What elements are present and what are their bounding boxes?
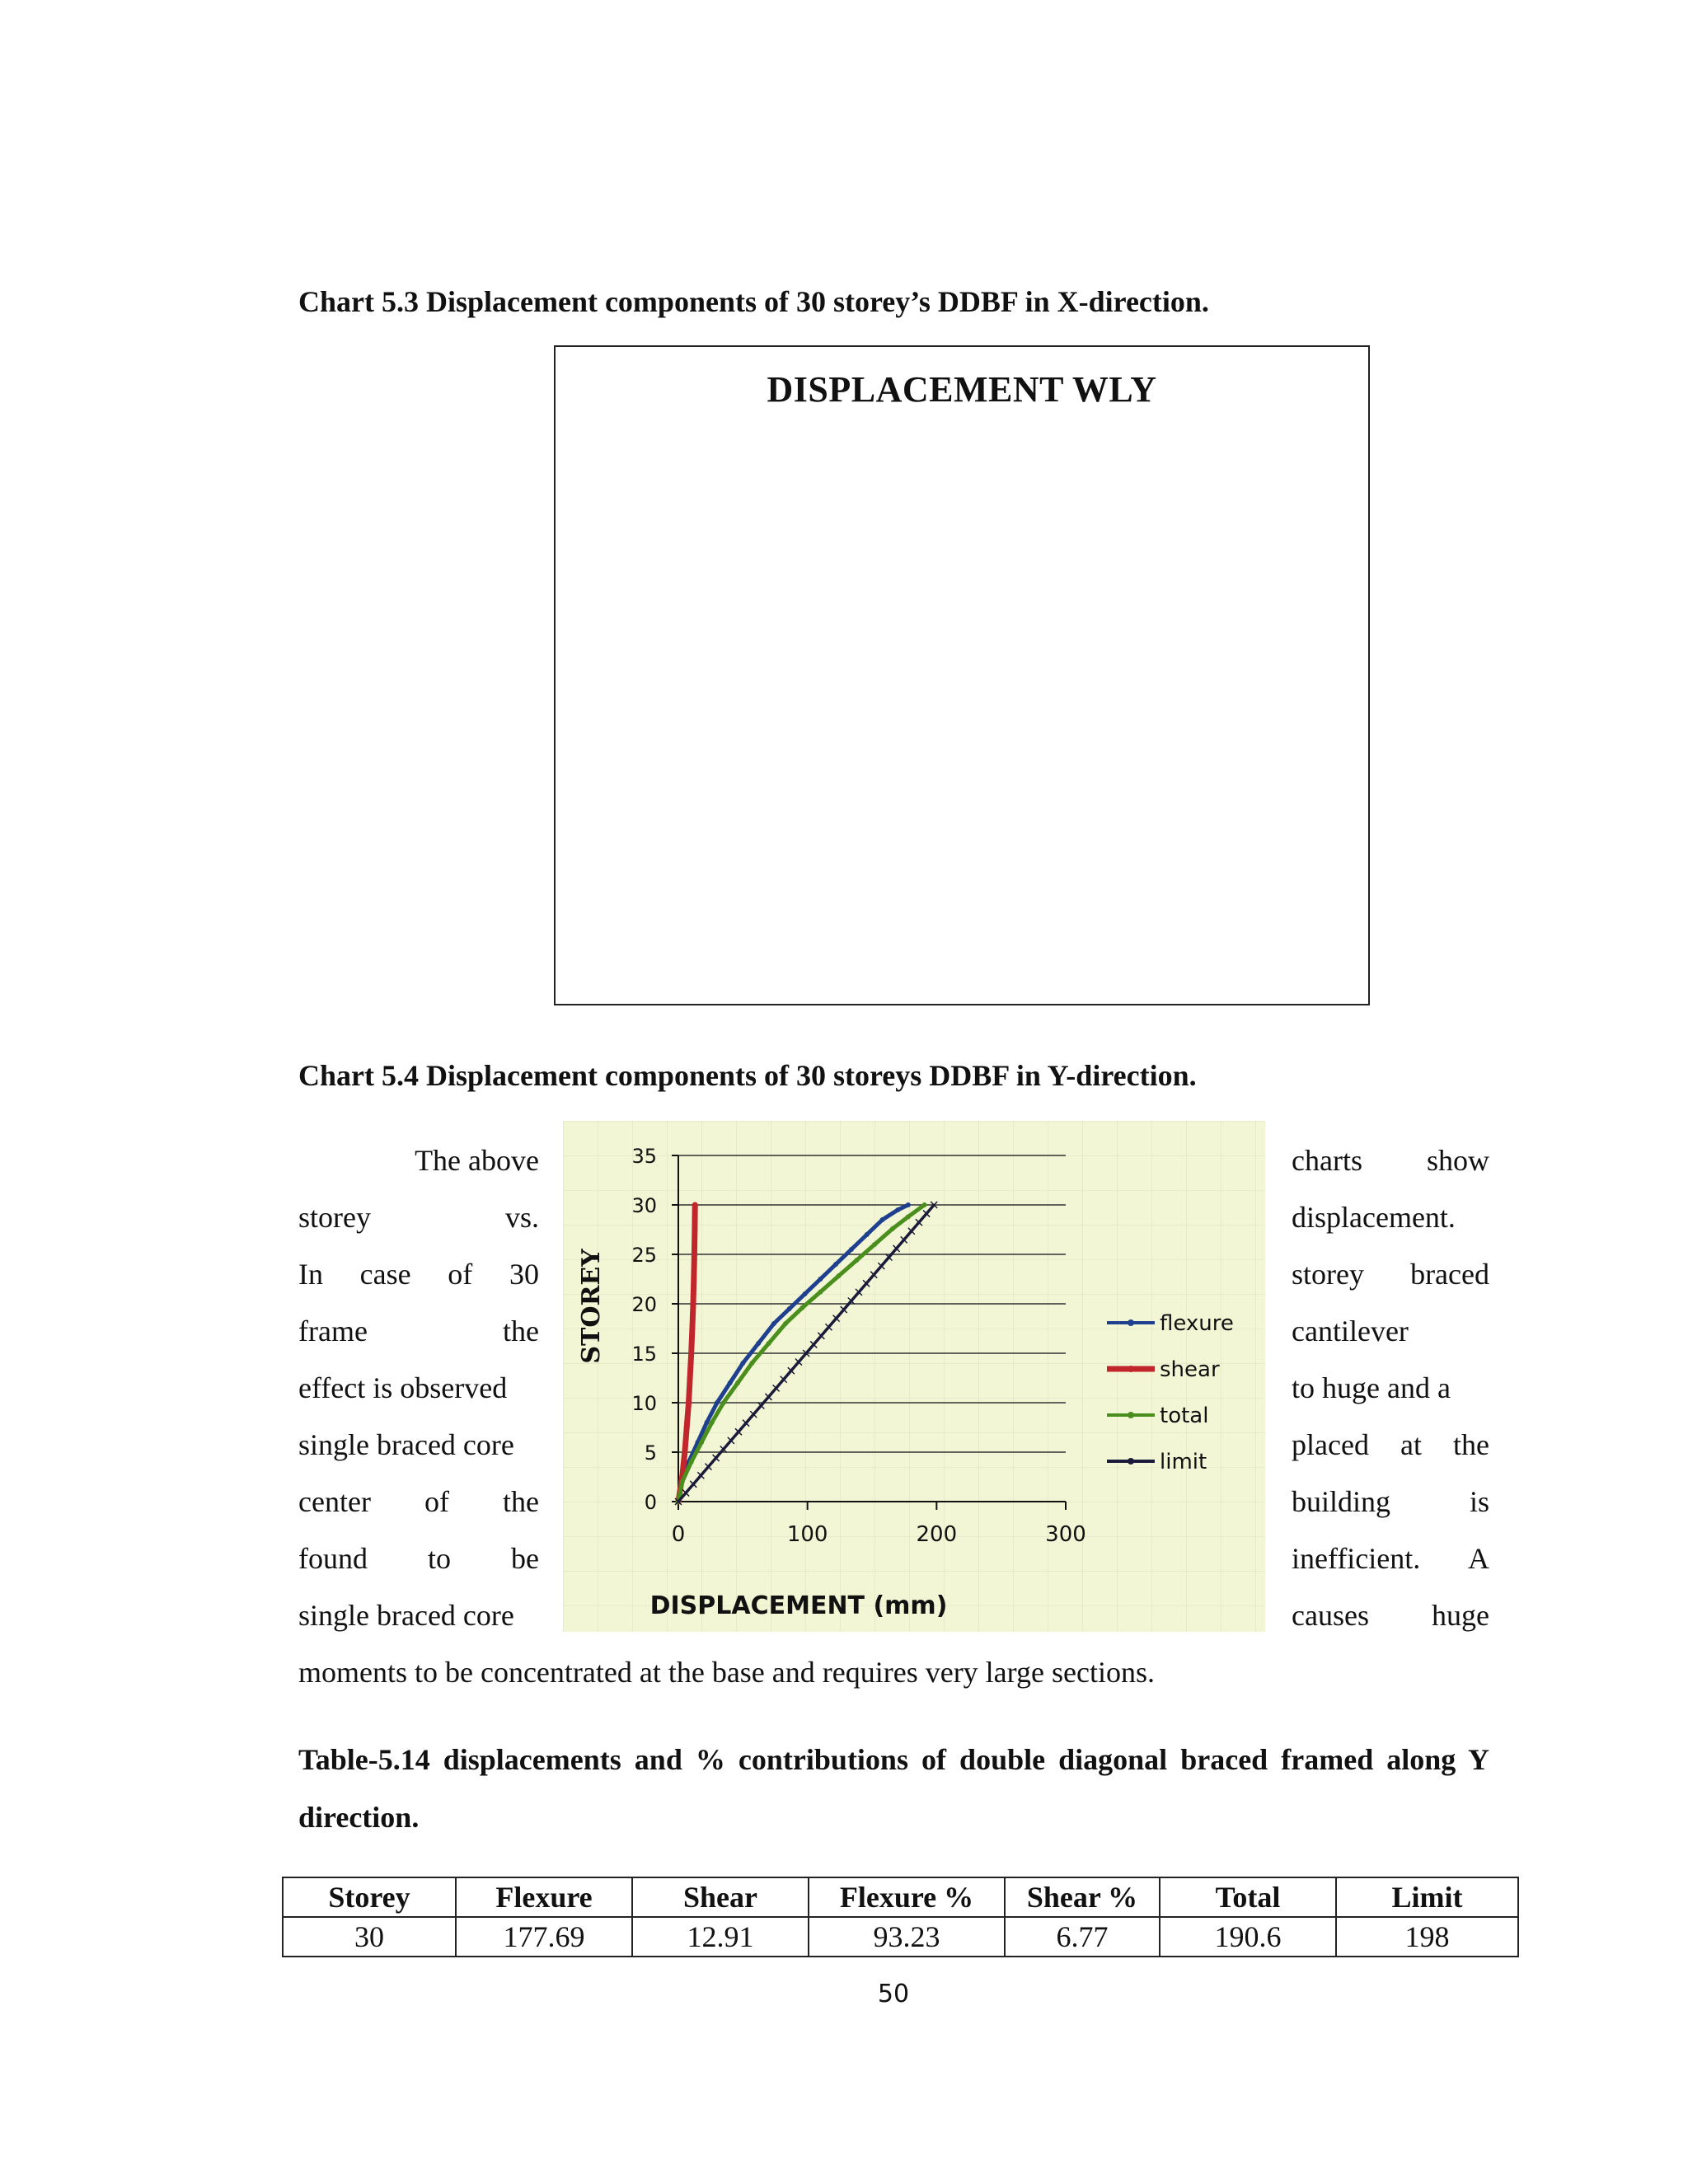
chart-5-3-box — [554, 345, 1370, 1005]
displacement-table — [282, 1877, 1519, 1957]
limit-point — [841, 1306, 847, 1313]
left-text-line — [298, 1370, 539, 1406]
word: single braced core — [298, 1599, 514, 1632]
table-header-row — [283, 1877, 1518, 1917]
limit-point — [908, 1228, 915, 1235]
legend-marker-total — [1128, 1412, 1134, 1418]
word: inefficient. — [1292, 1542, 1421, 1575]
left-text-line — [298, 1427, 539, 1463]
y-tick-label: 30 — [631, 1194, 657, 1217]
y-tick-label: 15 — [631, 1343, 657, 1366]
table-cell: 93.23 — [809, 1917, 1005, 1957]
flexure-point — [771, 1321, 776, 1326]
x-tick-label: 0 — [671, 1522, 686, 1547]
shear-point — [689, 1326, 695, 1332]
left-text-line — [298, 1199, 539, 1235]
word: displacement. — [1292, 1201, 1456, 1234]
word: placed — [1292, 1428, 1369, 1461]
word: A — [1468, 1542, 1489, 1575]
table-cell: 177.69 — [456, 1917, 632, 1957]
total-point — [922, 1202, 927, 1207]
shear-point — [687, 1376, 693, 1381]
limit-point — [901, 1236, 907, 1243]
limit-point — [682, 1489, 689, 1496]
left-text-line — [298, 1142, 539, 1179]
table-row — [283, 1917, 1518, 1957]
legend-marker-flexure — [1128, 1319, 1134, 1326]
limit-point — [743, 1420, 749, 1427]
y-tick-label: 25 — [631, 1244, 657, 1267]
word: huge — [1432, 1599, 1489, 1632]
table-cell: 6.77 — [1005, 1917, 1160, 1957]
table-cell: 30 — [283, 1917, 456, 1957]
limit-point — [690, 1481, 696, 1488]
limit-point — [735, 1428, 742, 1435]
table-header-cell: Storey — [283, 1877, 456, 1917]
shear-point — [688, 1351, 694, 1357]
flexure-point — [849, 1247, 854, 1252]
total-point — [836, 1273, 841, 1278]
right-text-line — [1292, 1540, 1489, 1577]
shear-point — [692, 1252, 697, 1258]
word: center — [298, 1485, 371, 1518]
word: is — [1469, 1485, 1489, 1518]
right-text-line — [1292, 1313, 1489, 1349]
left-text-line — [298, 1597, 539, 1633]
right-text-line — [1292, 1199, 1489, 1235]
page-number: 50 — [877, 1980, 910, 2008]
y-tick-label: 0 — [644, 1491, 657, 1514]
total-point — [749, 1361, 754, 1366]
shear-point — [684, 1425, 690, 1431]
x-axis-label: DISPLACEMENT (mm) — [649, 1591, 948, 1620]
flexure-point — [906, 1202, 911, 1207]
limit-point — [705, 1464, 711, 1470]
word: be — [511, 1542, 539, 1575]
flexure-point — [740, 1361, 745, 1366]
flexure-point — [818, 1277, 823, 1282]
flexure-point — [865, 1232, 870, 1237]
right-text-line — [1292, 1483, 1489, 1520]
word: to huge and a — [1292, 1371, 1451, 1404]
chart-5-3-title: DISPLACEMENT WLY — [767, 369, 1157, 410]
right-text-line — [1292, 1142, 1489, 1179]
shear-point — [682, 1450, 687, 1455]
left-text-line — [298, 1256, 539, 1292]
word: effect is observed — [298, 1371, 508, 1404]
total-point — [710, 1420, 715, 1425]
word: the — [1453, 1428, 1489, 1461]
limit-point — [916, 1219, 922, 1226]
total-point — [799, 1305, 804, 1310]
flexure-point — [880, 1217, 885, 1222]
total-point — [689, 1460, 694, 1465]
limit-point — [893, 1245, 900, 1252]
word: of — [424, 1485, 449, 1518]
left-text-line — [298, 1483, 539, 1520]
y-tick-label: 20 — [631, 1293, 657, 1316]
limit-point — [863, 1280, 870, 1286]
total-point — [854, 1258, 859, 1263]
word: braced — [1410, 1258, 1489, 1291]
shear-point — [692, 1202, 698, 1208]
shear-point — [686, 1400, 692, 1406]
limit-point — [781, 1376, 787, 1383]
table-header-cell: Flexure — [456, 1877, 632, 1917]
chart-5-3-caption: Chart 5.3 Displacement components of 30 storey’s DDBF in X-direction. — [298, 285, 1209, 318]
limit-point — [697, 1472, 704, 1479]
word: building — [1292, 1485, 1391, 1518]
word: found — [298, 1542, 368, 1575]
right-text-line — [1292, 1370, 1489, 1406]
flexure-point — [833, 1262, 838, 1267]
limit-point — [788, 1367, 795, 1374]
total-point — [872, 1242, 877, 1247]
word: to — [428, 1542, 452, 1575]
legend-label-shear: shear — [1160, 1357, 1220, 1382]
limit-point — [728, 1437, 734, 1444]
table-header-cell: Total — [1160, 1877, 1336, 1917]
right-text-line — [1292, 1256, 1489, 1292]
limit-point — [856, 1289, 862, 1296]
x-tick-label: 100 — [786, 1522, 828, 1547]
limit-point — [923, 1211, 930, 1217]
x-tick-label: 200 — [916, 1522, 958, 1547]
limit-point — [833, 1315, 840, 1322]
legend-marker-shear — [1128, 1366, 1134, 1372]
total-point — [906, 1214, 911, 1219]
shear-point — [692, 1227, 697, 1233]
chart-5-4-caption: Chart 5.4 Displacement components of 30 storeys DDBF in Y-direction. — [298, 1059, 1197, 1092]
word: of — [448, 1258, 473, 1291]
total-point — [818, 1290, 823, 1295]
right-text-line — [1292, 1427, 1489, 1463]
flexure-point — [756, 1341, 761, 1346]
table-cell: 198 — [1336, 1917, 1518, 1957]
word: The above — [415, 1144, 539, 1177]
word: In — [298, 1258, 323, 1291]
flexure-point — [895, 1207, 900, 1212]
total-point — [680, 1479, 685, 1484]
limit-point — [825, 1324, 832, 1330]
y-tick-label: 5 — [644, 1441, 657, 1465]
limit-point — [773, 1385, 780, 1391]
word: cantilever — [1292, 1315, 1409, 1347]
total-point — [890, 1226, 895, 1231]
total-point — [699, 1440, 704, 1445]
right-text-line — [1292, 1597, 1489, 1633]
legend-label-limit: limit — [1160, 1450, 1207, 1474]
table-header-cell: Shear — [632, 1877, 809, 1917]
table-cell: 190.6 — [1160, 1917, 1336, 1957]
total-point — [767, 1341, 771, 1346]
table-cell: 12.91 — [632, 1917, 809, 1957]
limit-point — [870, 1272, 877, 1278]
limit-point — [818, 1333, 824, 1339]
table-header-cell: Shear % — [1005, 1877, 1160, 1917]
y-axis-label: STOREY — [577, 1249, 606, 1364]
flexure-point — [715, 1400, 720, 1405]
limit-point — [810, 1341, 817, 1347]
total-point — [735, 1380, 740, 1385]
y-tick-label: 10 — [631, 1392, 657, 1415]
legend-label-total: total — [1160, 1404, 1209, 1428]
limit-point — [713, 1455, 720, 1461]
word: causes — [1292, 1599, 1369, 1632]
word: the — [503, 1485, 539, 1518]
shear-point — [691, 1277, 696, 1282]
displacement-chart-svg — [563, 1121, 1265, 1632]
left-text-line — [298, 1540, 539, 1577]
paragraph-last-line: moments to be concentrated at the base and requires very large sections. — [298, 1656, 1155, 1689]
total-point — [783, 1321, 788, 1326]
y-tick-label: 35 — [631, 1145, 657, 1168]
word: show — [1426, 1144, 1489, 1177]
limit-point — [765, 1394, 771, 1400]
flexure-point — [787, 1306, 792, 1311]
table-header-cell: Limit — [1336, 1877, 1518, 1917]
word: storey — [1292, 1258, 1364, 1291]
word: vs. — [504, 1201, 539, 1234]
limit-point — [750, 1411, 757, 1418]
left-text-line — [298, 1313, 539, 1349]
flexure-point — [803, 1291, 808, 1296]
word: 30 — [509, 1258, 539, 1291]
limit-point — [795, 1359, 802, 1366]
chart-5-4-plot — [563, 1121, 1265, 1632]
word: charts — [1292, 1144, 1362, 1177]
word: storey — [298, 1201, 371, 1234]
table-header-cell: Flexure % — [809, 1877, 1005, 1917]
limit-point — [878, 1263, 884, 1269]
flexure-point — [728, 1380, 733, 1385]
word: single braced core — [298, 1428, 514, 1461]
table-5-14-title: Table-5.14 displacements and % contributions of double diagonal braced framed along Y direction. — [298, 1743, 1489, 1834]
x-tick-label: 300 — [1045, 1522, 1086, 1547]
flexure-point — [704, 1420, 709, 1425]
word: at — [1400, 1428, 1422, 1461]
word: frame — [298, 1315, 368, 1347]
legend-marker-limit — [1128, 1458, 1134, 1465]
shear-point — [691, 1301, 696, 1307]
word: the — [503, 1315, 539, 1347]
word: case — [359, 1258, 411, 1291]
legend-label-flexure: flexure — [1160, 1311, 1234, 1336]
total-point — [721, 1400, 726, 1405]
